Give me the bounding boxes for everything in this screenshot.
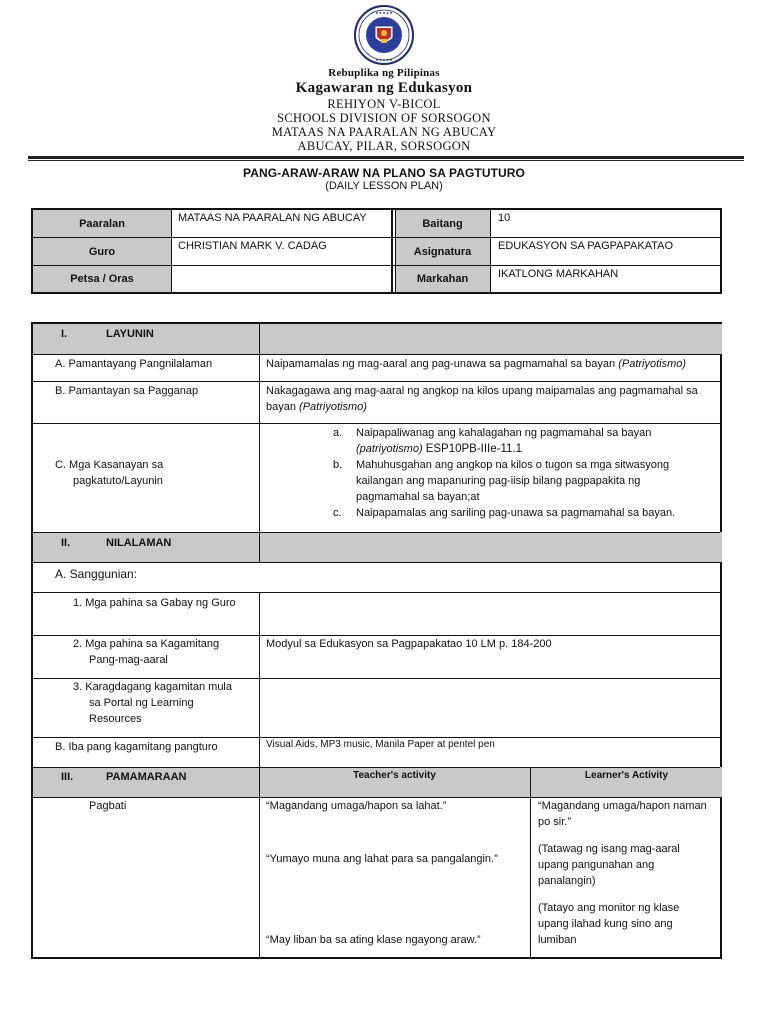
- page-subtitle: (DAILY LESSON PLAN): [325, 180, 443, 192]
- svg-text:● ● ● ● ●: ● ● ● ● ●: [375, 10, 393, 15]
- divider: [171, 210, 172, 292]
- divider: [33, 265, 720, 266]
- divider: [395, 210, 396, 292]
- divider: [490, 210, 491, 292]
- objective-a-marker: a.: [333, 427, 343, 439]
- kagamitan-value: Modyul sa Edukasyon sa Pagpapakatao 10 LM p. 184-200: [266, 638, 552, 650]
- learner-greeting: “Magandang umaga/hapon naman: [538, 800, 707, 812]
- section-num-nilalaman: II.: [61, 537, 71, 549]
- learner-prayer-2: upang pangunahan ang: [538, 859, 655, 871]
- competency-code: ESP10PB-IIIe-11.1: [425, 443, 522, 455]
- learner-prayer-3: panalangin): [538, 875, 596, 887]
- divider: [391, 210, 393, 292]
- learner-attendance-3: lumiban: [538, 934, 577, 946]
- header-republic: Rebuplika ng Pilipinas: [328, 67, 440, 79]
- header-region: REHIYON V-BICOL: [327, 97, 441, 111]
- baitang-value: 10: [498, 212, 511, 224]
- objective-c: Naipapamalas ang sariling pag-unawa sa pagmamahal sa bayan.: [356, 507, 676, 519]
- markahan-label: Markahan: [395, 266, 490, 292]
- section-label-layunin: LAYUNIN: [106, 328, 154, 340]
- iba-pang-value: Visual Aids, MP3 music, Manila Paper at pentel pen: [266, 739, 495, 750]
- kagamitan-label: 2. Mga pahina sa Kagamitang: [73, 638, 220, 650]
- divider: [259, 592, 260, 957]
- header-department: Kagawaran ng Edukasyon: [295, 80, 473, 96]
- teacher-prayer: “Yumayo muna ang lahat para sa pangalangin.”: [266, 853, 498, 865]
- divider: [33, 737, 720, 738]
- guro-value: CHRISTIAN MARK V. CADAG: [178, 240, 327, 252]
- teacher-activity-header: Teacher's activity: [353, 770, 436, 781]
- guro-label: Guro: [33, 238, 171, 265]
- section-label-pamamaraan: PAMAMARAAN: [106, 771, 187, 783]
- divider: [33, 678, 720, 679]
- objective-a: Naipapaliwanag ang kahalagahan ng pagmamahal sa bayan: [356, 427, 652, 439]
- divider: [33, 767, 720, 768]
- kasanayan-label: C. Mga Kasanayan sa: [55, 459, 164, 471]
- learner-activity-header: Learner's Activity: [584, 770, 669, 781]
- markahan-value: IKATLONG MARKAHAN: [498, 268, 619, 280]
- header-school: MATAAS NA PAARALAN NG ABUCAY: [271, 125, 497, 139]
- objective-b-3: pagmamahal sa bayan;at: [356, 491, 480, 503]
- karagdagang-label-2: sa Portal ng Learning: [89, 697, 194, 709]
- pamantayan-sa-pagganap-value: Nakagagawa ang mag-aaral ng angkop na kilos upang maipamalas ang pagmamahal sa: [266, 385, 698, 397]
- divider: [33, 635, 720, 636]
- teacher-greeting: “Magandang umaga/hapon sa lahat.”: [266, 800, 447, 812]
- learner-prayer: (Tatawag ng isang mag-aaral: [538, 843, 680, 855]
- header-address: ABUCAY, PILAR, SORSOGON: [297, 139, 471, 153]
- divider: [33, 562, 720, 563]
- info-table: [31, 208, 722, 294]
- petsa-label: Petsa / Oras: [33, 266, 171, 292]
- objective-a-2: (patriyotismo) ESP10PB-IIIe-11.1: [356, 443, 522, 455]
- divider: [33, 532, 720, 533]
- page-title: PANG-ARAW-ARAW NA PLANO SA PAGTUTURO: [242, 166, 525, 180]
- divider: [530, 767, 531, 957]
- header-rule-thin: [28, 160, 744, 161]
- deped-seal-icon: [348, 4, 420, 66]
- objective-b: Mahuhusgahan ang angkop na kilos o tugon sa mga sitwasyong: [356, 459, 670, 471]
- section-label-nilalaman: NILALAMAN: [106, 537, 172, 549]
- karagdagang-label: 3. Karagdagang kagamitan mula: [73, 681, 232, 693]
- objective-b-marker: b.: [333, 459, 343, 471]
- baitang-label: Baitang: [395, 210, 490, 237]
- divider: [33, 592, 720, 593]
- learner-attendance: (Tatayo ang monitor ng klase: [538, 902, 680, 914]
- section-num-layunin: I.: [61, 328, 68, 340]
- objective-b-2: kailangan ang mapanuring pag-iisip bilang pagpapakita ng: [356, 475, 641, 487]
- svg-text:● ● ● ● ●: ● ● ● ● ●: [375, 57, 393, 62]
- pamantayan-sa-pagganap-value-2: bayan (Patriyotismo): [266, 401, 367, 413]
- asignatura-value: EDUKASYON SA PAGPAPAKATAO: [498, 240, 674, 252]
- iba-pang-label: B. Iba pang kagamitang pangturo: [55, 741, 218, 753]
- header-division: SCHOOLS DIVISION OF SORSOGON: [277, 111, 491, 125]
- kagamitan-label-2: Pang-mag-aaral: [89, 654, 168, 666]
- kasanayan-label-2: pagkatuto/Layunin: [73, 475, 163, 487]
- divider: [33, 797, 720, 798]
- pagbati-label: Pagbati: [89, 800, 127, 812]
- asignatura-label: Asignatura: [395, 238, 490, 265]
- learner-attendance-2: upang ilahad kung sino ang: [538, 918, 673, 930]
- gabay-label: 1. Mga pahina sa Gabay ng Guro: [73, 597, 236, 609]
- divider: [33, 354, 720, 355]
- pamantayang-pangnilalaman-label: A. Pamantayang Pangnilalaman: [55, 358, 213, 370]
- sanggunian-label: A. Sanggunian:: [55, 567, 138, 581]
- paaralan-label: Paaralan: [33, 210, 171, 237]
- teacher-attendance: “May liban ba sa ating klase ngayong araw.”: [266, 934, 481, 946]
- lesson-plan-table: [31, 322, 722, 959]
- karagdagang-label-3: Resources: [89, 713, 142, 725]
- objective-c-marker: c.: [333, 507, 342, 519]
- paaralan-value: MATAAS NA PAARALAN NG ABUCAY: [178, 212, 367, 224]
- pamantayang-pangnilalaman-value: Naipamamalas ng mag-aaral ang pag-unawa sa pagmamahal sa bayan (Patriyotismo): [266, 358, 687, 370]
- divider: [259, 324, 260, 562]
- divider: [33, 381, 720, 382]
- learner-greeting-2: po sir.”: [538, 816, 572, 828]
- header-rule-thick: [28, 156, 744, 159]
- divider: [33, 237, 720, 238]
- section-num-pamamaraan: III.: [61, 771, 74, 783]
- pamantayan-sa-pagganap-label: B. Pamantayan sa Pagganap: [55, 385, 199, 397]
- divider: [33, 423, 720, 424]
